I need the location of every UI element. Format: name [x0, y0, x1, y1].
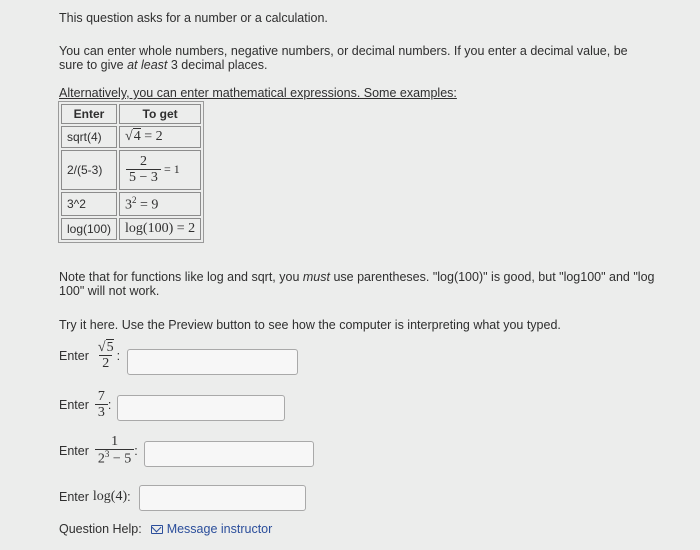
- enter-label: Enter: [59, 397, 89, 412]
- fraction-sqrt5-over-2: [95, 340, 117, 372]
- question-2: [59, 389, 111, 421]
- table-row: [61, 218, 201, 240]
- colon: :: [116, 348, 121, 363]
- power-base: 3: [125, 197, 133, 213]
- note-em: must: [302, 270, 330, 284]
- power-result: = 9: [136, 197, 159, 213]
- message-instructor-label: Message instructor: [166, 522, 273, 536]
- division-result: = 1: [160, 162, 180, 177]
- sqrt-radicand: 5: [106, 340, 114, 355]
- example-enter-power: 3^2: [61, 192, 117, 217]
- intro-line-3-pre: sure to give: [59, 58, 128, 72]
- answer-input-2[interactable]: [117, 395, 285, 421]
- example-get-sqrt: √4 = 2: [119, 126, 201, 148]
- denominator-exponent: 3: [104, 449, 110, 460]
- examples-table: [58, 101, 204, 243]
- intro-line-1: This question asks for a number or a calculation.: [59, 11, 328, 25]
- answer-input-1[interactable]: [127, 349, 298, 375]
- table-row: [61, 126, 201, 148]
- header-to-get: To get: [119, 104, 201, 124]
- table-row: [61, 150, 201, 190]
- colon: :: [127, 490, 131, 504]
- fraction-1-over-2cubed-minus-5: [95, 434, 134, 467]
- fraction: [126, 154, 161, 186]
- example-enter-sqrt: sqrt(4): [61, 126, 117, 148]
- example-enter-log: log(100): [61, 218, 117, 240]
- sqrt-radicand: 4: [133, 129, 141, 144]
- message-instructor-link[interactable]: [151, 522, 273, 536]
- colon: :: [107, 397, 112, 412]
- fraction-denominator: 3: [95, 404, 108, 420]
- envelope-icon: [151, 525, 163, 534]
- fraction-numerator: 1: [111, 434, 119, 449]
- intro-line-3: [59, 58, 267, 74]
- example-get-log: log(100) = 2: [119, 218, 201, 240]
- note-line-2: 100" will not work.: [59, 284, 160, 298]
- note-pre: Note that for functions like log and sqrt, you: [59, 270, 303, 284]
- enter-label: Enter: [59, 348, 89, 363]
- enter-label: Enter: [59, 490, 89, 504]
- fraction-numerator: 2: [139, 154, 147, 169]
- fraction-denominator: 5 − 3: [126, 169, 161, 185]
- intro-line-2: You can enter whole numbers, negative numbers, or decimal numbers. If you enter a decimal value, be: [59, 44, 628, 58]
- example-enter-division: 2/(5-3): [61, 150, 117, 190]
- intro-line-3-em: at least: [127, 58, 168, 72]
- log-expression: log(4): [92, 489, 128, 504]
- fraction-7-over-3: [95, 389, 108, 421]
- alternatively-label: Alternatively, you can enter mathematical expressions. Some examples:: [59, 86, 457, 100]
- fraction-denominator: 2: [99, 355, 112, 371]
- alternatively-text: [59, 86, 457, 102]
- power-exponent: 2: [132, 194, 137, 205]
- try-it-text: Try it here. Use the Preview button to see how the computer is interpreting what you typed.: [59, 318, 561, 332]
- question-help-label: Question Help:: [59, 522, 142, 536]
- fraction-denominator: [95, 449, 134, 467]
- question-1: [59, 340, 120, 372]
- answer-input-3[interactable]: [144, 441, 314, 467]
- example-get-power: [119, 192, 201, 217]
- denominator-rest: − 5: [109, 452, 132, 468]
- fraction-numerator: √5: [97, 340, 114, 355]
- note-post: use parentheses. "log(100)" is good, but "log100" and "log: [329, 270, 655, 284]
- example-get-division: [119, 150, 201, 190]
- enter-label: Enter: [59, 443, 89, 458]
- sqrt-result: = 2: [140, 129, 163, 144]
- question-4: [59, 489, 131, 505]
- question-3: [59, 434, 138, 467]
- header-enter: Enter: [61, 104, 117, 124]
- colon: :: [134, 443, 138, 458]
- examples-header-row: [61, 104, 201, 124]
- fraction-numerator: 7: [97, 389, 105, 404]
- question-help: [59, 522, 272, 536]
- intro-line-3-post: 3 decimal places.: [167, 58, 268, 72]
- denominator-base: 2: [97, 452, 105, 468]
- answer-input-4[interactable]: [139, 485, 306, 511]
- table-row: [61, 192, 201, 217]
